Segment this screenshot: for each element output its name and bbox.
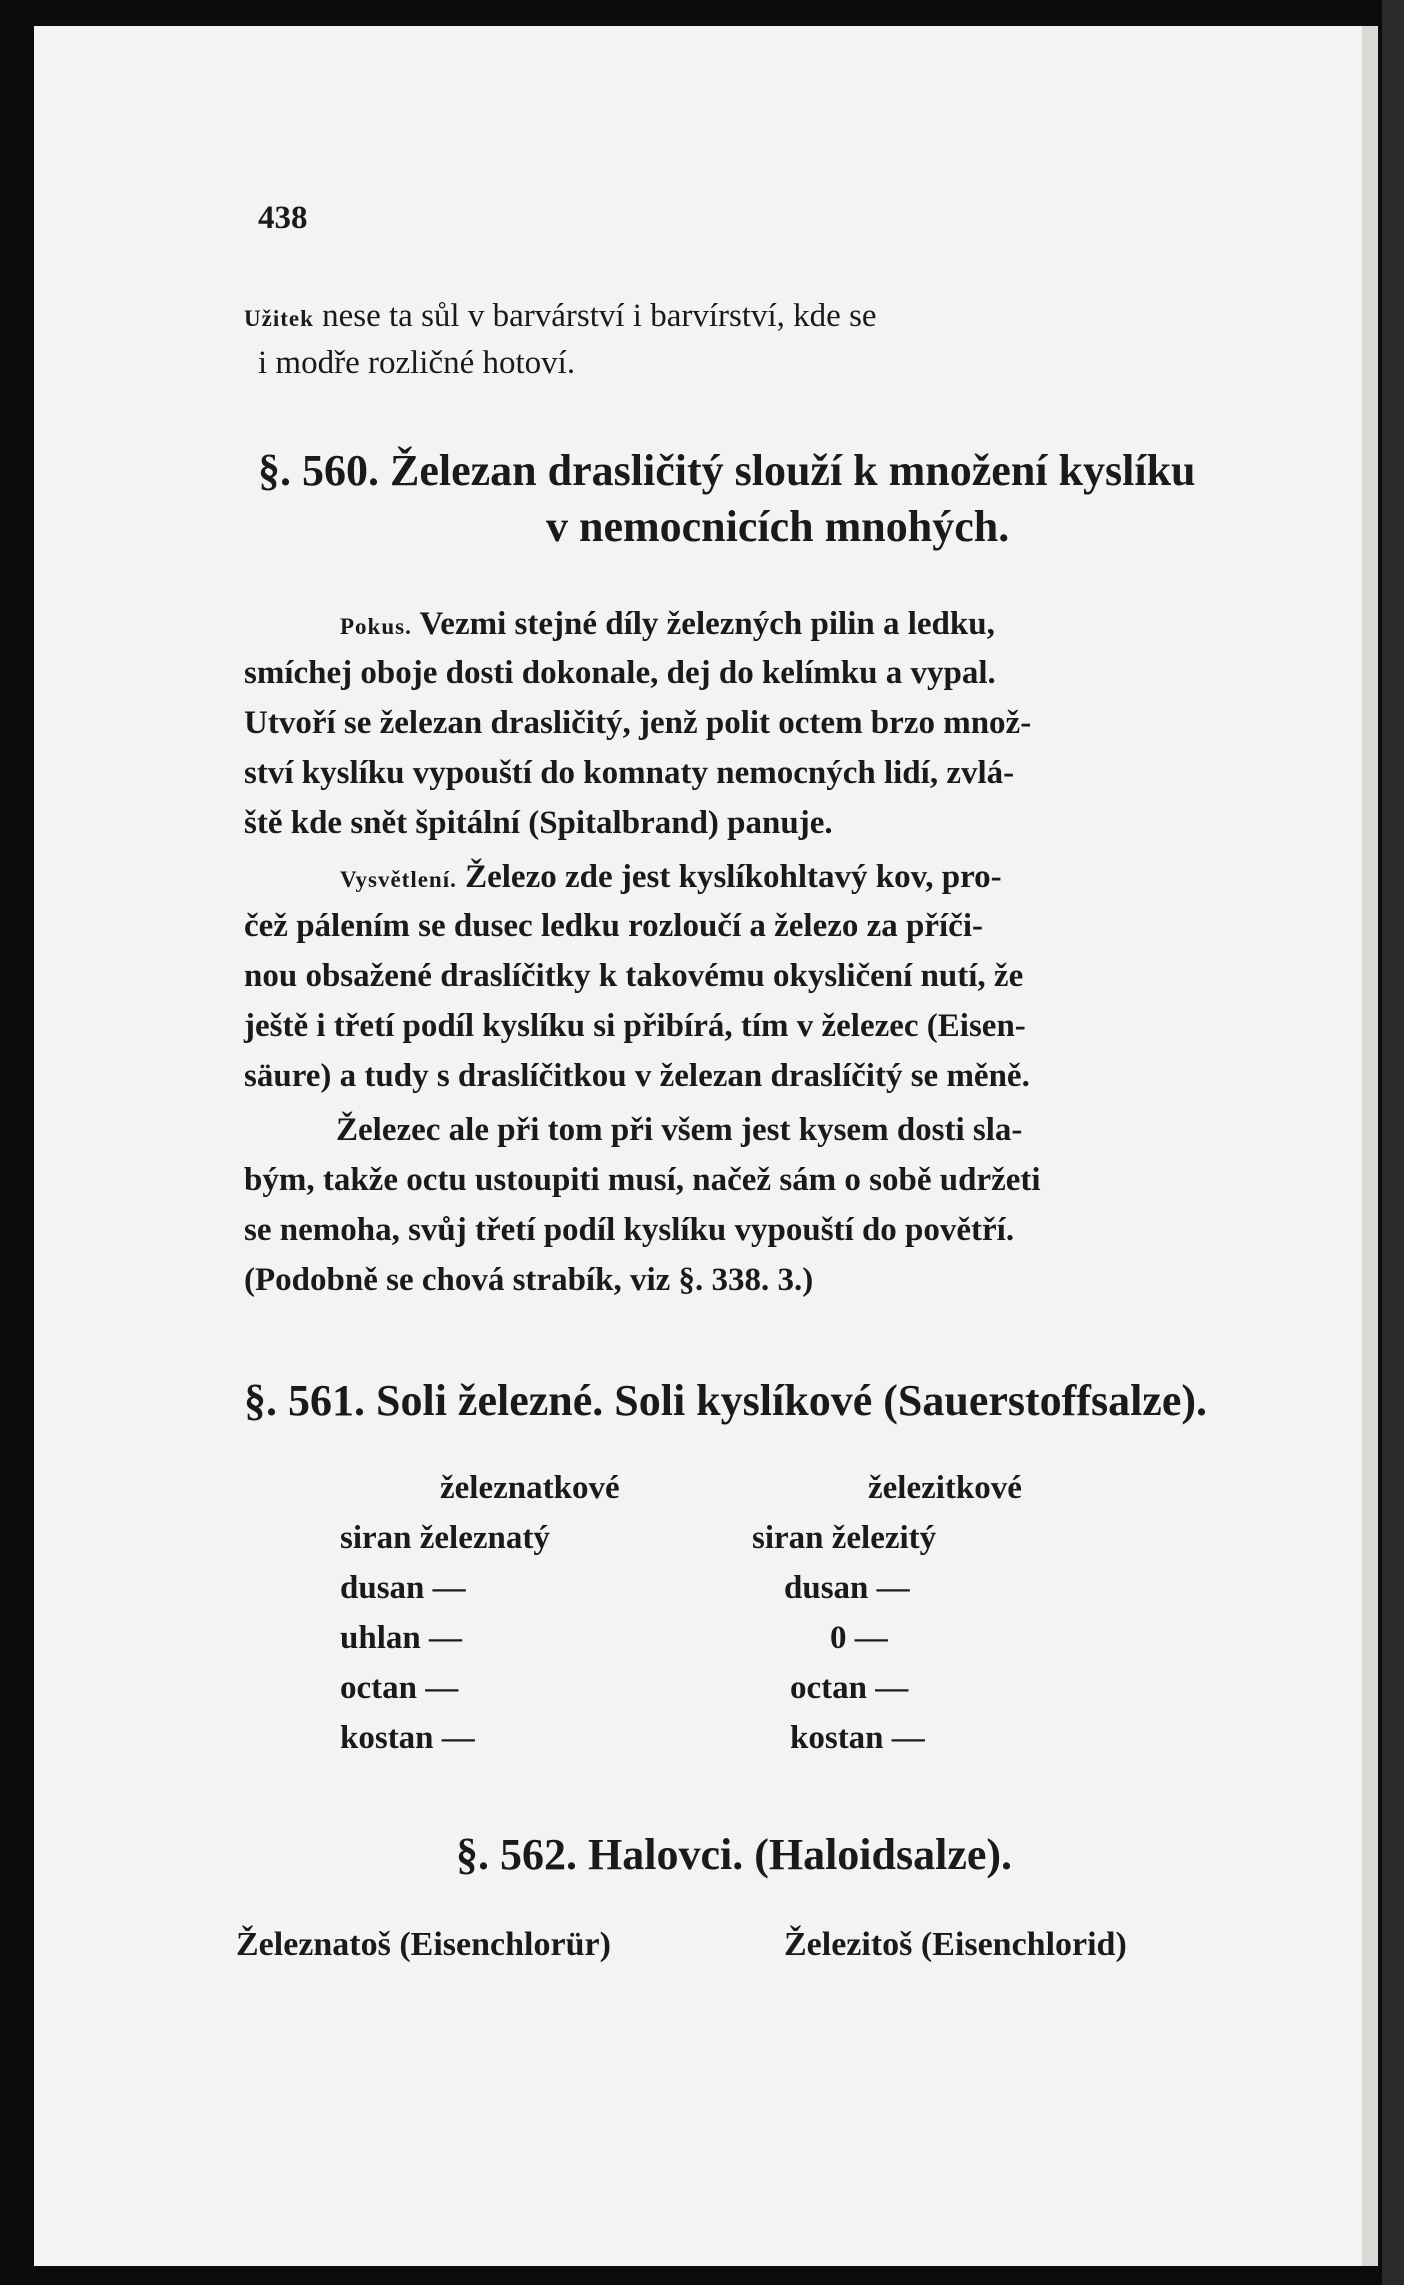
page-edge — [1362, 26, 1378, 2266]
table-cell-r3c1: uhlan — — [340, 1620, 462, 1656]
table-cell-r4c1: octan — — [340, 1670, 459, 1706]
vysvetleni-line-8: se nemoha, svůj třetí podíl kyslíku vypouští do povětří. — [244, 1212, 1015, 1248]
col-header-zelezitkove: železitkové — [868, 1470, 1022, 1506]
table-cell-r2c1: dusan — — [340, 1570, 466, 1606]
zelezitos-label: Železitoš (Eisenchlorid) — [784, 1926, 1127, 1963]
vysvetleni-line-1 — [340, 857, 1280, 900]
pokus-line-3: Utvoří se železan drasličitý, jenž polit octem brzo množ- — [244, 705, 1032, 741]
vysvetleni-line-7: bým, takže octu ustoupiti musí, načež sám o sobě udržeti — [244, 1162, 1041, 1198]
section-560-heading-cont: v nemocnicích mnohých. — [546, 502, 1010, 551]
table-cell-r3c2: 0 — — [830, 1620, 888, 1656]
vysvetleni-line-3: nou obsažené draslíčitky k takovému okysličení nutí, že — [244, 958, 1024, 994]
pokus-line-5: ště kde snět špitální (Spitalbrand) panuje. — [244, 805, 833, 841]
intro-line-1 — [244, 296, 1288, 339]
table-cell-r2c2: dusan — — [784, 1570, 910, 1606]
page-number: 438 — [258, 200, 308, 236]
table-cell-r4c2: octan — — [790, 1670, 909, 1706]
col-header-zeleznatkove: železnatkové — [440, 1470, 620, 1506]
vysvetleni-text-1: Železo zde jest kyslíkohltavý kov, pro- — [465, 859, 1002, 895]
pokus-text-1: Vezmi stejné díly železných pilin a ledku, — [419, 606, 995, 642]
pokus-line-4: ství kyslíku vypouští do komnaty nemocných lidí, zvlá- — [244, 755, 1015, 791]
section-562-heading: §. 562. Halovci. (Haloidsalze). — [456, 1830, 1013, 1879]
vysvetleni-line-6: Železec ale při tom při všem jest kysem dosti sla- — [336, 1112, 1023, 1148]
intro-label: Užitek — [244, 306, 314, 331]
vysvetleni-line-4: ještě i třetí podíl kyslíku si přibírá, tím v železec (Eisen- — [244, 1008, 1026, 1044]
pokus-label: Pokus. — [340, 614, 412, 639]
vysvetleni-line-2: čež pálením se dusec ledku rozloučí a železo za příči- — [244, 908, 983, 944]
vysvetleni-line-5: säure) a tudy s draslíčitkou v železan draslíčitý se měně. — [244, 1058, 1030, 1094]
scan-border — [1382, 0, 1404, 2285]
table-cell-r1c2: siran železitý — [752, 1520, 937, 1556]
vysvetleni-label: Vysvětlení. — [340, 867, 457, 892]
intro-line-2: i modře rozličné hotoví. — [258, 345, 576, 381]
vysvetleni-line-9: (Podobně se chová strabík, viz §. 338. 3.) — [244, 1262, 814, 1298]
pokus-line-1 — [340, 604, 1280, 647]
table-cell-r1c1: siran železnatý — [340, 1520, 550, 1556]
section-561-heading: §. 561. Soli železné. Soli kyslíkové (Sauerstoffsalze). — [244, 1376, 1208, 1425]
pokus-line-2: smíchej oboje dosti dokonale, dej do kelímku a vypal. — [244, 655, 996, 691]
section-560-heading: §. 560. Železan drasličitý slouží k množení kyslíku — [258, 446, 1196, 495]
zeleznatos-label: Železnatoš (Eisenchlorür) — [236, 1926, 611, 1963]
intro-text-1: nese ta sůl v barvárství i barvírství, kde se — [322, 298, 877, 334]
table-cell-r5c1: kostan — — [340, 1720, 475, 1756]
table-cell-r5c2: kostan — — [790, 1720, 925, 1756]
